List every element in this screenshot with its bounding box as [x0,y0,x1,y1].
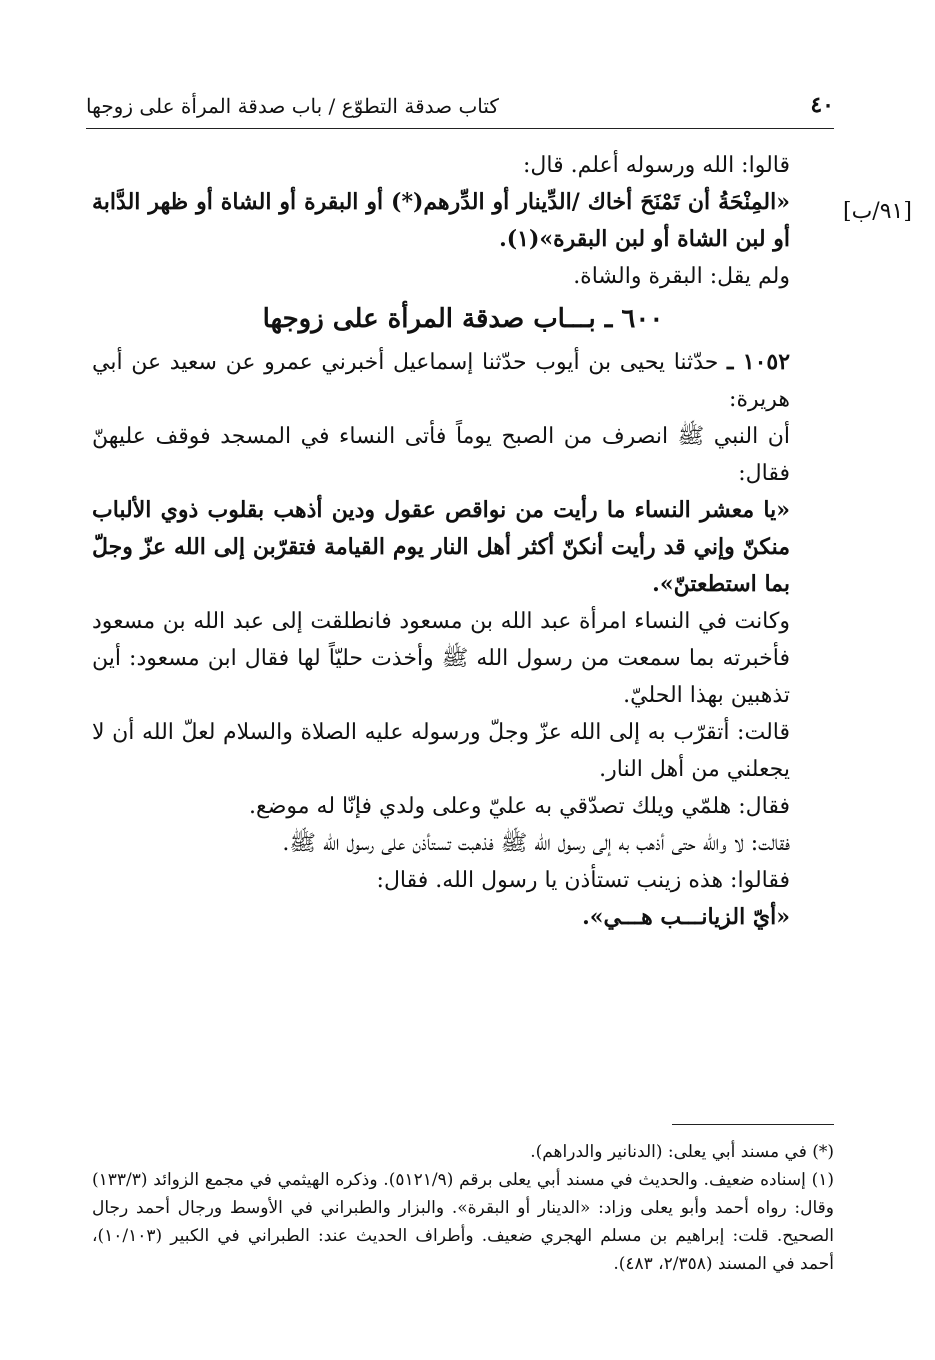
running-title: كتاب صدقة التطوّع / باب صدقة المرأة على زوجها [86,94,499,118]
paragraph: فقالت: لا والله حتى أذهب به إلى رسول الله ﷺ فذهبت تستأذن على رسول الله ﷺ. [282,831,790,856]
hadith-text: «المِنْحَةُ أن تَمْنَحَ أخاك /الدِّينار أو الدِّرهم(*) أو البقرة أو الشاة أو ظهر الدَّابة أو لبن الشاة أو لبن البقرة»(١). [92,189,790,252]
margin-manuscript-reference: [٩١/ب] [843,199,912,224]
paragraph: قالت: أتقرّب به إلى الله عزّ وجلّ ورسوله عليه الصلاة والسلام لعلّ الله أن لا يجعلني من أهل النار. [92,720,790,782]
isnad-text: حدّثنا يحيى بن أيوب حدّثنا إسماعيل أخبرني عمرو عن سعيد عن أبي هريرة: [92,350,790,412]
page-header [86,92,834,126]
paragraph: فقال: هلمّي ويلك تصدّقي به عليّ وعلى ولدي فإنّا له موضع. [249,794,790,819]
hadith-text: «أيّ الزيانـــب هـــي». [582,904,790,930]
chapter-heading: ٦٠٠ ـ بـــاب صدقة المرأة على زوجها [262,304,664,334]
paragraph: وكانت في النساء امرأة عبد الله بن مسعود فانطلقت إلى عبد الله بن مسعود فأخبرته بما سمعت من رسول الله ﷺ وأخذت حليّاً لها فقال ابن مسعود: أين تذهبين بهذا الحليّ. [92,609,790,708]
footnote-1: (١) إسناده ضعيف. والحديث في مسند أبي يعلى برقم (٥١٢١/٩). وذكره الهيثمي في مجمع الزوائد (١٣٣/٣) وقال: رواه أحمد وأبو يعلى وزاد: «الدينار أو البقرة». والبزار والطبراني في الأوسط ورجال أحمد رجال الصحيح. قلت: إبراهيم بن مسلم الهجري ضعيف. وأطراف الحديث عند: الطبراني في الكبير (١٠/١٠٣)، أحمد في المسند (٢/٣٥٨، ٤٨٣). [92,1170,834,1274]
hadith-isnad [92,344,834,418]
main-text [92,147,834,936]
header-divider [86,128,834,129]
page-number: ٤٠ [810,92,834,118]
footnote-divider [672,1124,834,1125]
footnote-star: (*) في مسند أبي يعلى: (الدنانير والدراهم). [530,1142,834,1162]
text-line: قالوا: الله ورسوله أعلم. قال: [523,153,790,178]
hadith-number: ١٠٥٢ ـ [726,349,791,375]
text-line: ولم يقل: البقرة والشاة. [573,264,790,289]
paragraph: أن النبي ﷺ انصرف من الصبح يوماً فأتى النساء في المسجد فوقف عليهنّ فقال: [92,424,790,486]
footnotes [92,1138,834,1278]
hadith-text: «يا معشر النساء ما رأيت من نواقص عقول ودين أذهب بقلوب ذوي الألباب منكنّ وإني قد رأيت أنكنّ أكثر أهل النار يوم القيامة فتقرّبن إلى الله عزّ وجلّ بما استطعتنّ». [92,497,790,597]
paragraph: فقالوا: هذه زينب تستأذن يا رسول الله. فقال: [376,868,790,893]
